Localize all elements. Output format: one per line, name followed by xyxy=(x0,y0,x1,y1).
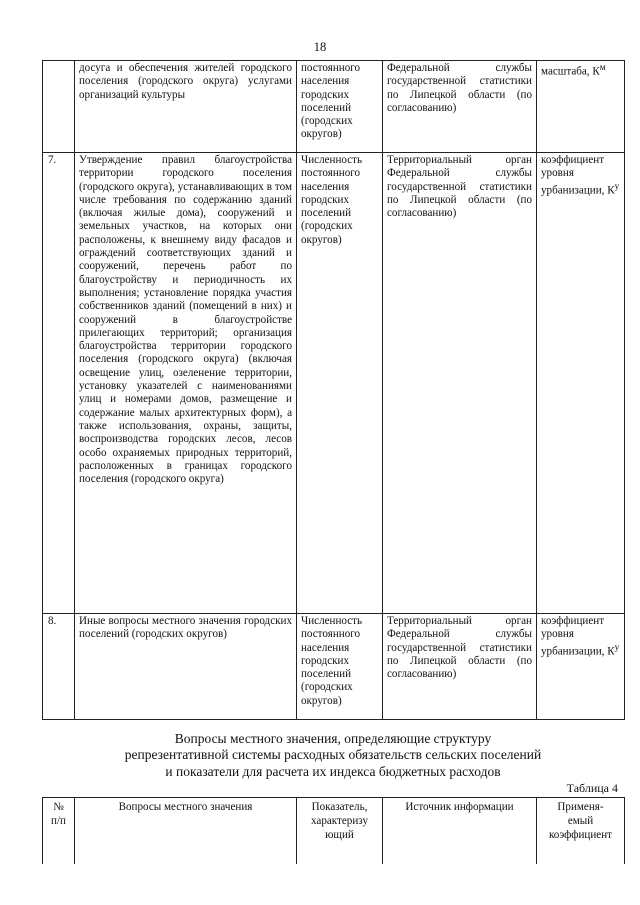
row-number: 7. xyxy=(43,153,75,614)
source-cell: Территориальный орган Федеральной службы государственной статистики по Липецкой области (по согласованию) xyxy=(383,614,537,720)
header-text: Применя- xyxy=(557,801,604,813)
header-number xyxy=(43,798,75,864)
table-4-header xyxy=(42,797,625,864)
table-label: Таблица 4 xyxy=(566,781,618,795)
coefficient-cell xyxy=(537,614,625,720)
indicator-cell: Численность постоянного населения городских поселений (городских округов) xyxy=(297,153,383,614)
coefficient-text: масштаба, К xyxy=(541,65,600,78)
coefficient-text: коэффициент уровня урбанизации, К xyxy=(541,615,615,658)
section-title-line: и показатели для расчета их индекса бюджетных расходов xyxy=(165,763,501,779)
table-row xyxy=(43,614,625,720)
page-number: 18 xyxy=(313,40,327,54)
coefficient-text: коэффициент уровня урбанизации, К xyxy=(541,154,615,197)
header-source: Источник информации xyxy=(383,798,537,864)
coefficient-superscript: у xyxy=(614,181,620,192)
question-cell: Иные вопросы местного значения городских поселений (городских округов) xyxy=(75,614,297,720)
table-3-continuation xyxy=(42,60,625,720)
table-row xyxy=(43,153,625,614)
header-text: ющий xyxy=(325,829,354,841)
header-text: п/п xyxy=(51,815,66,827)
header-text: Показатель, xyxy=(311,801,368,813)
coefficient-superscript: м xyxy=(599,63,606,73)
header-indicator xyxy=(297,798,383,864)
question-cell: досуга и обеспечения жителей городского поселения (городского округа) услугами организаций культуры xyxy=(75,61,297,153)
header-question: Вопросы местного значения xyxy=(75,798,297,864)
question-cell: Утверждение правил благоустройства территории городского поселения (городского округа), устанавливающих в том числе требования по содержанию зданий (включая жилые дома), сооружений и земельных участков, на которых они расположены, к внешнему виду фасадов и ограждений соответствующих зданий и сооружений, перечень работ по благоустройству и периодичность их выполнения; установление порядка участия собственников зданий (помещений в них) и сооружений в благоустройстве прилегающих территорий; организация благоустройства территории городского поселения (городского округа) (включая освещение улиц, озеленение территории, установку указателей с наименованиями улиц и номерами домов, размещение и содержание малых архитектурных форм), а также использования, охраны, защиты, воспроизводства городских лесов, лесов особо охраняемых природных территорий, расположенных в границах городского поселения (городского округа) xyxy=(75,153,297,614)
header-text: коэффициент xyxy=(548,829,613,841)
row-number: 8. xyxy=(43,614,75,720)
coefficient-cell xyxy=(537,153,625,614)
header-text: емый xyxy=(567,815,594,827)
indicator-cell: постоянного населения городских поселений (городских округов) xyxy=(297,61,383,153)
coefficient-superscript: у xyxy=(614,642,620,653)
header-coefficient xyxy=(537,798,625,864)
section-title-line: репрезентативной системы расходных обязательств сельских поселений xyxy=(124,747,542,763)
coefficient-cell xyxy=(537,61,625,153)
table-header-row xyxy=(43,798,625,864)
section-title-line: Вопросы местного значения, определяющие структуру xyxy=(174,731,492,746)
table-row xyxy=(43,61,625,153)
row-number xyxy=(43,61,75,153)
indicator-cell: Численность постоянного населения городских поселений (городских округов) xyxy=(297,614,383,720)
header-text: характеризу xyxy=(311,815,368,827)
source-cell: Федеральной службы государственной статистики по Липецкой области (по согласованию) xyxy=(383,61,537,153)
source-cell: Территориальный орган Федеральной службы государственной статистики по Липецкой области (по согласованию) xyxy=(383,153,537,614)
header-text: № xyxy=(53,801,64,813)
section-title xyxy=(42,731,624,780)
